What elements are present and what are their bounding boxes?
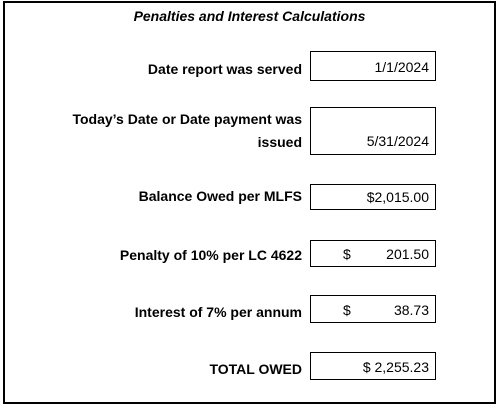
currency-symbol-penalty: $ [343,246,351,262]
label-total-owed: TOTAL OWED [209,361,302,377]
label-penalty: Penalty of 10% per LC 4622 [119,247,302,263]
value-payment-date: 5/31/2024 [366,133,429,149]
cell-interest[interactable] [310,295,436,323]
label-balance-owed: Balance Owed per MLFS [138,188,302,204]
label-payment-date: Today’s Date or Date payment was issued [72,111,302,150]
value-total-owed: $ 2,255.23 [362,359,429,375]
cell-date-report-served[interactable] [310,51,436,81]
value-interest: 38.73 [393,302,429,318]
value-balance-owed: $2,015.00 [366,189,429,205]
currency-symbol-interest: $ [343,302,351,318]
sheet-title: Penalties and Interest Calculations [133,8,366,24]
cell-payment-date[interactable] [310,107,436,155]
label-interest: Interest of 7% per annum [134,304,302,320]
cell-total-owed[interactable] [310,352,436,380]
penalties-calculation-sheet [3,1,496,404]
label-date-report-served: Date report was served [147,61,302,77]
value-penalty: 201.50 [386,246,429,262]
value-date-report-served: 1/1/2024 [374,59,429,75]
cell-penalty[interactable] [310,240,436,267]
cell-balance-owed[interactable] [310,184,436,210]
